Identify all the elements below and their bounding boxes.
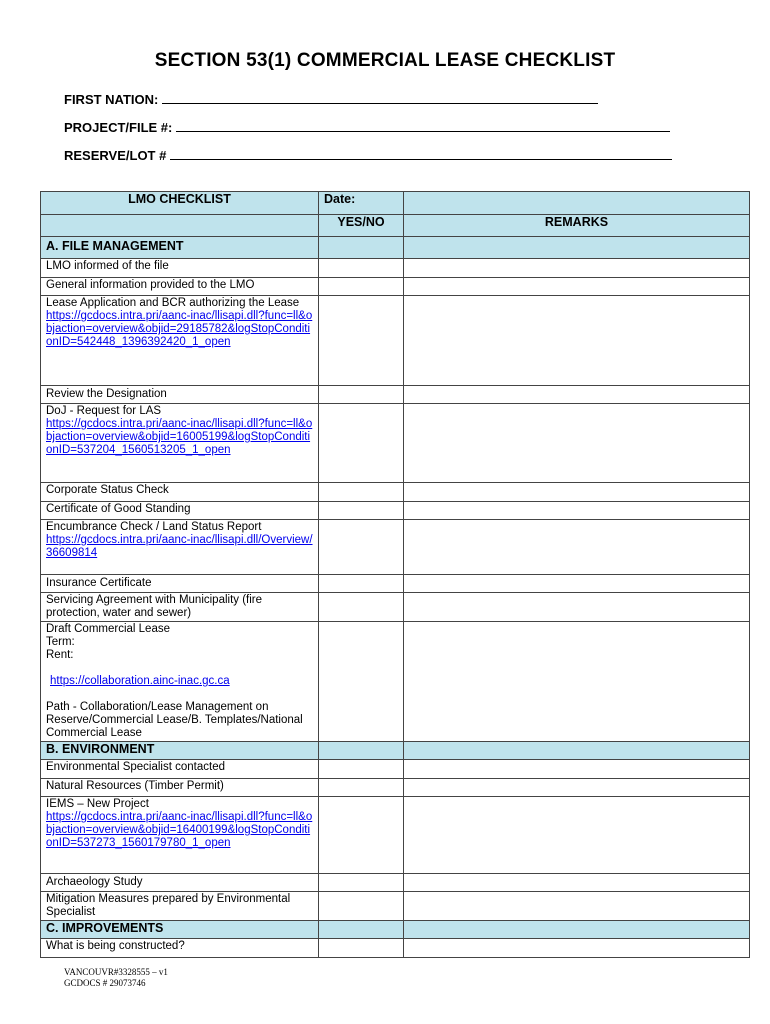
remarks-cell[interactable] (404, 259, 750, 278)
table-row (41, 892, 750, 921)
page-title: SECTION 53(1) COMMERCIAL LEASE CHECKLIST (154, 50, 616, 71)
item-label: Mitigation Measures prepared by Environmental Specialist (41, 892, 319, 921)
yes-no-cell[interactable] (319, 797, 404, 874)
yes-no-cell[interactable] (319, 575, 404, 593)
item-label: Servicing Agreement with Municipality (fire protection, water and sewer) (41, 593, 319, 622)
header-blank-cell (41, 215, 319, 237)
remarks-cell[interactable] (404, 892, 750, 921)
project-file-field[interactable] (64, 120, 670, 135)
item-cell (41, 622, 319, 742)
table-row (41, 520, 750, 575)
lmo-checklist-header: LMO CHECKLIST (41, 192, 319, 215)
first-nation-field[interactable] (64, 92, 598, 107)
item-label: Review the Designation (41, 386, 319, 404)
item-cell (41, 797, 319, 874)
yes-no-cell[interactable] (319, 939, 404, 958)
section-a-heading: A. FILE MANAGEMENT (41, 237, 319, 259)
item-label: Draft Commercial Lease (46, 623, 170, 635)
remarks-cell[interactable] (404, 622, 750, 742)
remarks-cell[interactable] (404, 386, 750, 404)
item-label: General information provided to the LMO (41, 278, 319, 296)
section-a-remarks (404, 237, 750, 259)
table-row (41, 874, 750, 892)
yes-no-cell[interactable] (319, 404, 404, 483)
table-row (41, 575, 750, 593)
rent-label: Rent: (46, 649, 74, 661)
table-row (41, 939, 750, 958)
section-c-remarks (404, 921, 750, 939)
project-file-label: PROJECT/FILE #: (64, 120, 173, 135)
yes-no-header: YES/NO (319, 215, 404, 237)
section-b-heading: B. ENVIRONMENT (41, 742, 319, 760)
item-label: Environmental Specialist contacted (41, 760, 319, 779)
first-nation-label: FIRST NATION: (64, 92, 159, 107)
item-label: DoJ - Request for LAS (46, 405, 162, 417)
section-c-yesno (319, 921, 404, 939)
item-label: IEMS – New Project (46, 798, 149, 810)
table-row (41, 760, 750, 779)
gcdocs-link[interactable]: https://gcdocs.intra.pri/aanc-inac/llisapi.dll?func=ll&objaction=overview&objid=29185782&logStopConditionID=542448_1396392420_1_open (46, 310, 313, 348)
remarks-cell[interactable] (404, 296, 750, 386)
yes-no-cell[interactable] (319, 278, 404, 296)
footer-gcdocs-id: GCDOCS # 29073746 (64, 978, 146, 988)
gcdocs-link[interactable]: https://gcdocs.intra.pri/aanc-inac/llisapi.dll?func=ll&objaction=overview&objid=16400199&logStopConditionID=537273_1560179780_1_open (46, 811, 313, 849)
remarks-cell[interactable] (404, 797, 750, 874)
item-label: What is being constructed? (41, 939, 319, 958)
date-value-cell[interactable] (404, 192, 750, 215)
table-row (41, 404, 750, 483)
yes-no-cell[interactable] (319, 892, 404, 921)
section-b-remarks (404, 742, 750, 760)
remarks-cell[interactable] (404, 593, 750, 622)
table-row (41, 779, 750, 797)
table-row (41, 386, 750, 404)
item-label: Lease Application and BCR authorizing the Lease (46, 297, 300, 309)
item-cell (41, 296, 319, 386)
item-label: Insurance Certificate (41, 575, 319, 593)
yes-no-cell[interactable] (319, 779, 404, 797)
reserve-lot-line[interactable] (170, 148, 672, 160)
remarks-cell[interactable] (404, 939, 750, 958)
footer-doc-id: VANCOUVR#3328555 – v1 (64, 967, 168, 977)
term-label: Term: (46, 636, 75, 648)
remarks-cell[interactable] (404, 520, 750, 575)
path-text: Path - Collaboration/Lease Management on Reserve/Commercial Lease/B. Templates/National Commercial Lease (46, 701, 303, 739)
yes-no-cell[interactable] (319, 622, 404, 742)
item-label: LMO informed of the file (41, 259, 319, 278)
item-cell (41, 520, 319, 575)
item-label: Certificate of Good Standing (41, 502, 319, 520)
table-row (41, 483, 750, 502)
gcdocs-link[interactable]: https://gcdocs.intra.pri/aanc-inac/llisapi.dll/Overview/36609814 (46, 534, 313, 559)
yes-no-cell[interactable] (319, 259, 404, 278)
remarks-header: REMARKS (404, 215, 750, 237)
yes-no-cell[interactable] (319, 760, 404, 779)
table-row (41, 278, 750, 296)
checklist-table (40, 191, 750, 958)
yes-no-cell[interactable] (319, 296, 404, 386)
remarks-cell[interactable] (404, 278, 750, 296)
reserve-lot-field[interactable] (64, 148, 672, 163)
project-file-line[interactable] (176, 120, 670, 132)
yes-no-cell[interactable] (319, 483, 404, 502)
section-c-heading: C. IMPROVEMENTS (41, 921, 319, 939)
table-row (41, 296, 750, 386)
remarks-cell[interactable] (404, 779, 750, 797)
table-row (41, 259, 750, 278)
remarks-cell[interactable] (404, 404, 750, 483)
collaboration-link[interactable]: https://collaboration.ainc-inac.gc.ca (50, 675, 230, 687)
item-cell (41, 404, 319, 483)
remarks-cell[interactable] (404, 575, 750, 593)
table-row (41, 797, 750, 874)
item-label: Archaeology Study (41, 874, 319, 892)
table-row (41, 622, 750, 742)
footer (64, 967, 168, 989)
yes-no-cell[interactable] (319, 874, 404, 892)
section-a-yesno (319, 237, 404, 259)
section-b-yesno (319, 742, 404, 760)
date-header: Date: (319, 192, 404, 215)
item-label: Natural Resources (Timber Permit) (41, 779, 319, 797)
remarks-cell[interactable] (404, 502, 750, 520)
remarks-cell[interactable] (404, 760, 750, 779)
item-label: Encumbrance Check / Land Status Report (46, 521, 262, 533)
reserve-lot-label: RESERVE/LOT # (64, 148, 167, 163)
yes-no-cell[interactable] (319, 386, 404, 404)
first-nation-line[interactable] (162, 92, 598, 104)
table-row (41, 593, 750, 622)
item-label: Corporate Status Check (41, 483, 319, 502)
remarks-cell[interactable] (404, 874, 750, 892)
yes-no-cell[interactable] (319, 593, 404, 622)
yes-no-cell[interactable] (319, 520, 404, 575)
remarks-cell[interactable] (404, 483, 750, 502)
table-row (41, 502, 750, 520)
yes-no-cell[interactable] (319, 502, 404, 520)
gcdocs-link[interactable]: https://gcdocs.intra.pri/aanc-inac/llisapi.dll?func=ll&objaction=overview&objid=16005199&logStopConditionID=537204_1560513205_1_open (46, 418, 313, 456)
